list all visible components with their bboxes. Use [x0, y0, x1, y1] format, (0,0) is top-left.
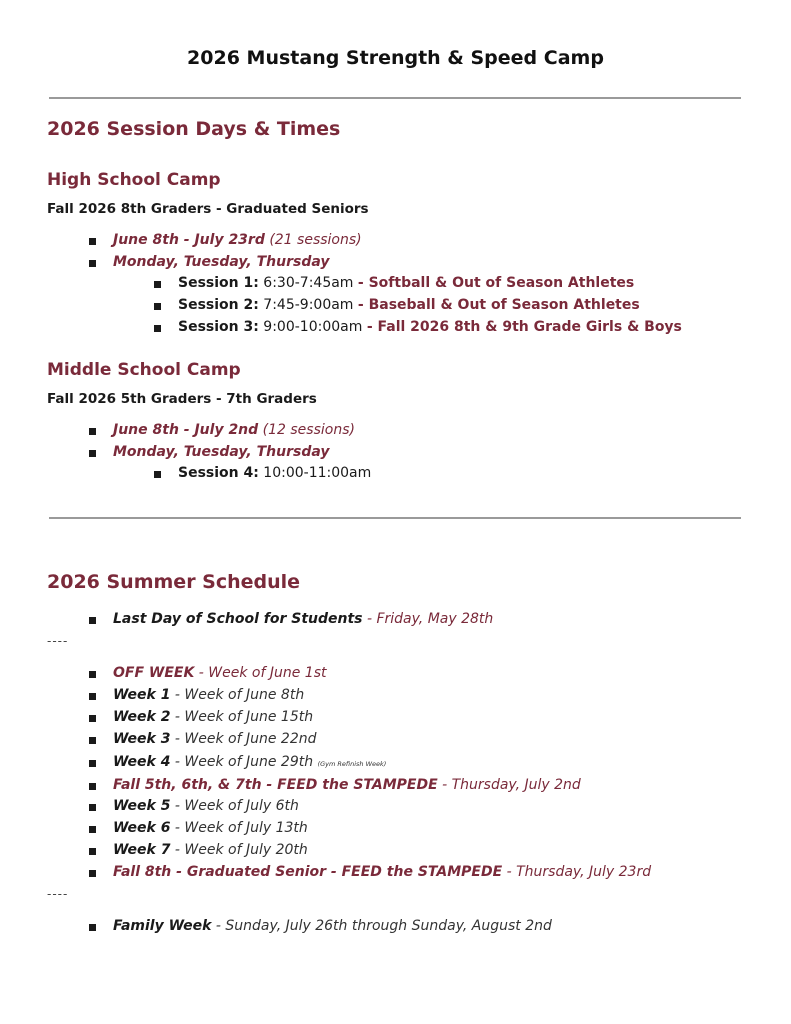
bullet-icon: [89, 238, 96, 245]
high-school-heading: High School Camp: [47, 170, 221, 190]
session-label: Session 1:: [178, 275, 259, 291]
hs-dates: June 8th - July 23rd: [113, 232, 265, 248]
bullet-icon: [89, 428, 96, 435]
bullet-icon: [154, 471, 161, 478]
separator: ----: [47, 887, 69, 901]
hs-session-count: (21 sessions): [269, 232, 362, 248]
list-item: [113, 687, 304, 703]
week-label: Week 3: [113, 731, 171, 747]
bullet-icon: [154, 303, 161, 310]
bullet-icon: [89, 804, 96, 811]
week-label: Week 2: [113, 709, 171, 725]
bullet-icon: [89, 260, 96, 267]
week-label: Fall 5th, 6th, & 7th - FEED the STAMPEDE: [113, 777, 438, 793]
list-item: [113, 918, 552, 934]
list-item: [178, 297, 640, 313]
list-item: [178, 319, 682, 335]
last-day-detail: - Friday, May 28th: [366, 611, 494, 627]
week-detail: - Week of June 15th: [174, 709, 314, 725]
divider: [49, 97, 741, 99]
list-item: [113, 709, 313, 725]
week-detail: - Week of June 1st: [198, 665, 327, 681]
bullet-icon: [154, 325, 161, 332]
page-title: 2026 Mustang Strength & Speed Camp: [187, 47, 604, 69]
session-heading: 2026 Session Days & Times: [47, 118, 341, 140]
week-detail: - Week of July 20th: [174, 842, 308, 858]
list-item: [113, 820, 308, 836]
bullet-icon: [89, 617, 96, 624]
session-time: 7:45-9:00am: [263, 297, 354, 313]
list-item: [113, 842, 308, 858]
bullet-icon: [89, 826, 96, 833]
bullet-icon: [89, 783, 96, 790]
session-label: Session 2:: [178, 297, 259, 313]
week-label: Week 5: [113, 798, 171, 814]
week-label: Week 4: [113, 754, 171, 770]
last-day-label: Last Day of School for Students: [113, 611, 363, 627]
bullet-icon: [154, 281, 161, 288]
bullet-icon: [89, 870, 96, 877]
family-week-label: Family Week: [113, 918, 212, 934]
week-label: Week 7: [113, 842, 171, 858]
hs-days: Monday, Tuesday, Thursday: [113, 254, 330, 270]
list-item: [113, 665, 326, 681]
week-detail: - Thursday, July 2nd: [442, 777, 581, 793]
week-detail: - Week of June 29th: [174, 754, 314, 770]
list-item: [113, 798, 299, 814]
list-item: [113, 864, 651, 880]
bullet-icon: [89, 450, 96, 457]
bullet-icon: [89, 737, 96, 744]
session-time: 6:30-7:45am: [263, 275, 354, 291]
list-item: [113, 232, 362, 248]
list-item: [178, 465, 371, 481]
list-item: [113, 611, 493, 627]
week-detail: - Week of July 13th: [174, 820, 308, 836]
week-detail: - Week of June 22nd: [174, 731, 317, 747]
session-label: Session 4:: [178, 465, 259, 481]
separator: ----: [47, 634, 69, 648]
bullet-icon: [89, 671, 96, 678]
list-item: [113, 444, 329, 460]
middle-school-heading: Middle School Camp: [47, 360, 241, 380]
list-item: [113, 777, 581, 793]
week-detail: - Thursday, July 23rd: [506, 864, 652, 880]
list-item: [178, 275, 634, 291]
session-time: 10:00-11:00am: [263, 465, 372, 481]
session-label: Session 3:: [178, 319, 259, 335]
week-label: Week 1: [113, 687, 171, 703]
bullet-icon: [89, 693, 96, 700]
list-item: [113, 754, 386, 770]
bullet-icon: [89, 760, 96, 767]
session-group: - Baseball & Out of Season Athletes: [357, 297, 640, 313]
week-note: (Gym Refinish Week): [317, 760, 387, 768]
session-group: - Fall 2026 8th & 9th Grade Girls & Boys: [366, 319, 682, 335]
bullet-icon: [89, 715, 96, 722]
bullet-icon: [89, 848, 96, 855]
summer-heading: 2026 Summer Schedule: [47, 571, 301, 593]
week-detail: - Week of July 6th: [174, 798, 299, 814]
session-group: - Softball & Out of Season Athletes: [357, 275, 635, 291]
ms-days: Monday, Tuesday, Thursday: [113, 444, 330, 460]
list-item: [113, 731, 317, 747]
list-item: [113, 422, 355, 438]
ms-dates: June 8th - July 2nd: [113, 422, 259, 438]
high-school-grades: Fall 2026 8th Graders - Graduated Seniors: [47, 201, 369, 217]
week-detail: - Week of June 8th: [174, 687, 305, 703]
list-item: [113, 254, 329, 270]
middle-school-grades: Fall 2026 5th Graders - 7th Graders: [47, 391, 317, 407]
bullet-icon: [89, 924, 96, 931]
ms-session-count: (12 sessions): [262, 422, 355, 438]
divider: [49, 517, 741, 519]
week-label: OFF WEEK: [113, 665, 195, 681]
session-time: 9:00-10:00am: [263, 319, 363, 335]
week-label: Fall 8th - Graduated Senior - FEED the STAMPEDE: [113, 864, 503, 880]
family-week-detail: - Sunday, July 26th through Sunday, August 2nd: [215, 918, 552, 934]
week-label: Week 6: [113, 820, 171, 836]
